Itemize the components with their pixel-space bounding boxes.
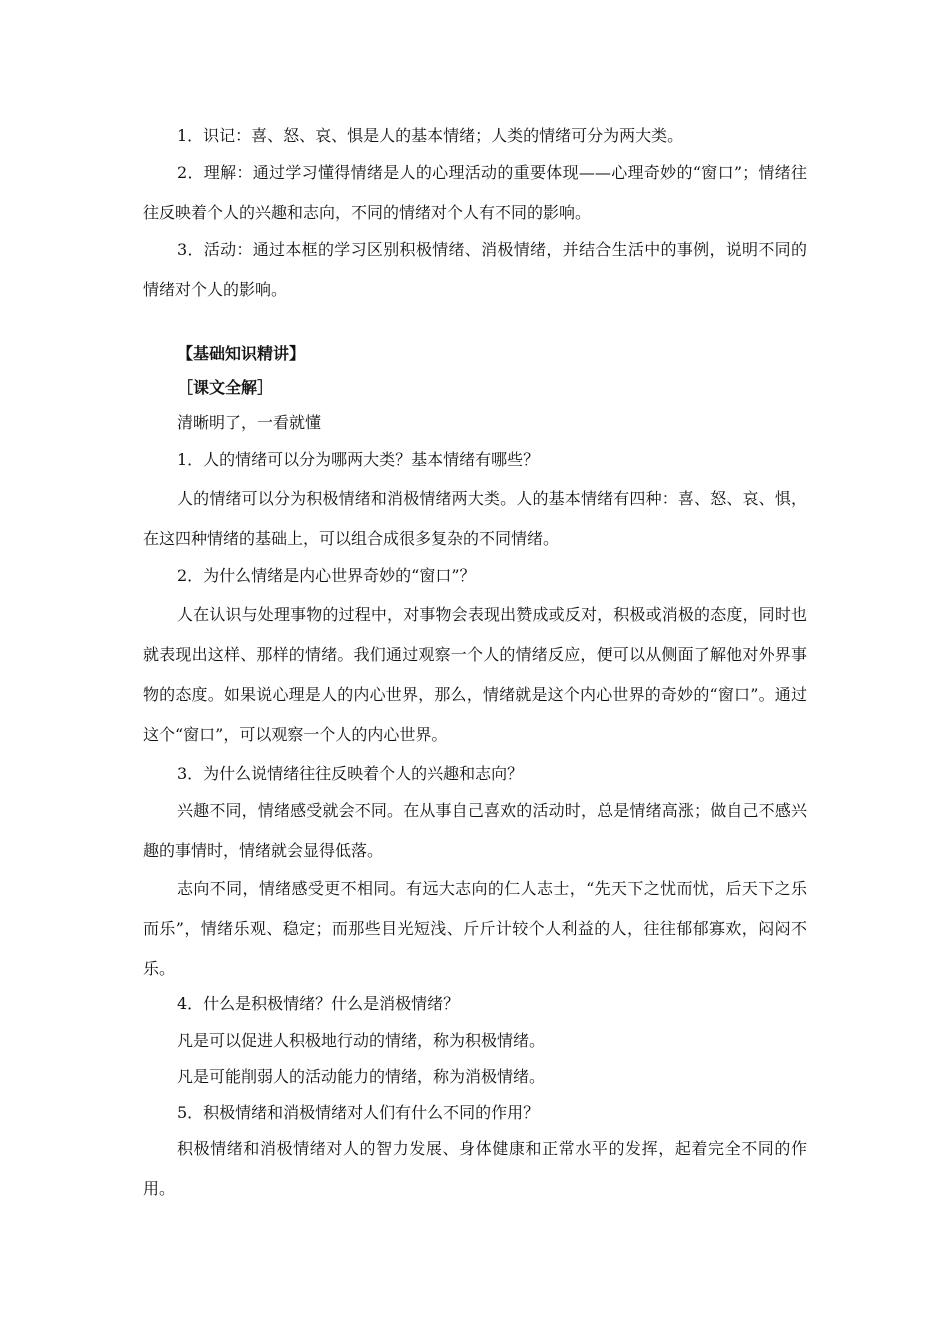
question-2: 2．为什么情绪是内心世界奇妙的“窗口”？: [177, 566, 476, 585]
answer-5: 积极情绪和消极情绪对人的智力发展、身体健康和正常水平的发挥，起着完全不同的作用。: [143, 1139, 807, 1198]
subsection-title: ［课文全解］: [177, 378, 274, 397]
answer-3a: 兴趣不同，情绪感受就会不同。在从事自己喜欢的活动时，总是情绪高涨；做自己不感兴趣的事情时，情绪就会显得低落。: [143, 801, 807, 860]
intro-text: 清晰明了，一看就懂: [177, 413, 322, 432]
objective-1: 1．识记：喜、怒、哀、惧是人的基本情绪；人类的情绪可分为两大类。: [177, 126, 684, 145]
objective-3: 3．活动：通过本框的学习区别积极情绪、消极情绪，并结合生活中的事例，说明不同的情绪对个人的影响。: [143, 240, 807, 299]
question-5: 5．积极情绪和消极情绪对人们有什么不同的作用？: [177, 1103, 540, 1122]
answer-3b: 志向不同，情绪感受更不相同。有远大志向的仁人志士，“先天下之忧而忧，后天下之乐而乐”，情绪乐观、稳定；而那些目光短浅、斤斤计较个人利益的人，往往郁郁寡欢，闷闷不乐。: [143, 879, 807, 978]
section-title: 【基础知识精讲】: [177, 344, 306, 363]
answer-2: 人在认识与处理事物的过程中，对事物会表现出赞成或反对，积极或消极的态度，同时也就表现出这样、那样的情绪。我们通过观察一个人的情绪反应，便可以从侧面了解他对外界事物的态度。如果说心理是人的内心世界，那么，情绪就是这个内心世界的奇妙的“窗口”。通过这个“窗口”，可以观察一个人的内心世界。: [143, 605, 807, 744]
answer-1: 人的情绪可以分为积极情绪和消极情绪两大类。人的基本情绪有四种：喜、怒、哀、惧，在这四种情绪的基础上，可以组合成很多复杂的不同情绪。: [143, 489, 807, 548]
objective-2: 2．理解：通过学习懂得情绪是人的心理活动的重要体现——心理奇妙的“窗口”；情绪往往反映着个人的兴趣和志向，不同的情绪对个人有不同的影响。: [143, 163, 807, 222]
question-1: 1．人的情绪可以分为哪两大类？基本情绪有哪些？: [177, 450, 540, 469]
answer-4a: 凡是可以促进人积极地行动的情绪，称为积极情绪。: [177, 1031, 546, 1050]
question-3: 3．为什么说情绪往往反映着个人的兴趣和志向？: [177, 764, 524, 783]
question-4: 4．什么是积极情绪？什么是消极情绪？: [177, 994, 460, 1013]
answer-4b: 凡是可能削弱人的活动能力的情绪，称为消极情绪。: [177, 1067, 546, 1086]
